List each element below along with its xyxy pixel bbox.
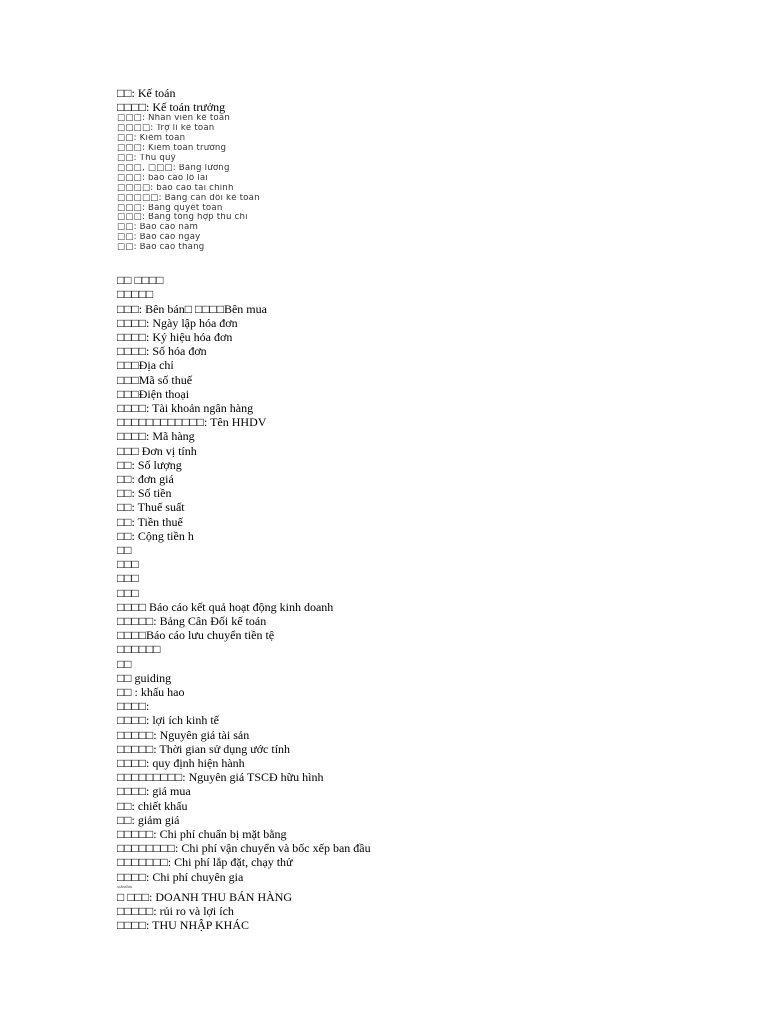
glossary-line: □□□□: Chi phí chuyên gia bbox=[117, 869, 244, 884]
glossary-line: □□: Thủ quỹ bbox=[117, 154, 176, 164]
glossary-line: xiānshìu bbox=[117, 883, 133, 889]
glossary-line: □□□□□: rủi ro và lợi ích bbox=[117, 904, 234, 919]
glossary-line: □□: Số lượng bbox=[117, 457, 182, 472]
glossary-line: □□□□□: Chi phí chuẩn bị mặt bằng bbox=[117, 827, 287, 842]
glossary-line: □□□□□□□: Chi phí lắp đặt, chạy thử bbox=[117, 855, 293, 870]
glossary-line: □□□: Bên bán□ □□□□Bên mua bbox=[117, 301, 267, 316]
glossary-line: □□ bbox=[117, 542, 132, 557]
glossary-line: □ □□□: DOANH THU BÁN HÀNG bbox=[117, 889, 293, 904]
glossary-line: □□ guiding bbox=[117, 670, 172, 685]
glossary-line: □□ □□□□ bbox=[117, 273, 164, 288]
glossary-line: □□□□□□ bbox=[117, 642, 161, 657]
glossary-line: □□□□Báo cáo lưu chuyển tiền tệ bbox=[117, 628, 275, 643]
glossary-line: □□: Báo cáo tháng bbox=[117, 243, 205, 253]
glossary-line: □□□□: lợi ích kinh tế bbox=[117, 713, 219, 728]
glossary-line: □□□: báo cáo lỗ lãi bbox=[117, 173, 208, 183]
glossary-line: □□□□□: Bảng cân đối kế toán bbox=[117, 193, 260, 203]
glossary-line: □□: Cộng tiền h bbox=[117, 528, 194, 543]
glossary-line: □□□□: Số hóa đơn bbox=[117, 344, 207, 359]
glossary-line: □□□□: báo cáo tài chính bbox=[117, 183, 234, 193]
glossary-line: □□□ bbox=[117, 585, 139, 600]
glossary-line: □□: giảm giá bbox=[117, 812, 180, 827]
glossary-line: □□□□: Ngày lập hóa đơn bbox=[117, 315, 238, 330]
glossary-line: □□ : khấu hao bbox=[117, 684, 185, 699]
glossary-line: □□: Báo cáo ngày bbox=[117, 233, 201, 243]
glossary-line: □□□□: quy định hiện hành bbox=[117, 756, 245, 770]
glossary-line: □□: Kiểm toán bbox=[117, 134, 186, 144]
glossary-line: □□□□: giá mua bbox=[117, 784, 191, 799]
glossary-line: □□□□□: Nguyên giá tài sản bbox=[117, 727, 250, 742]
glossary-line: □□□: Bảng quyết toán bbox=[117, 203, 223, 213]
glossary-line: □□□ bbox=[117, 571, 139, 586]
glossary-line: □□□Địa chỉ bbox=[117, 358, 174, 373]
glossary-line: □□□□: THU NHẬP KHÁC bbox=[117, 918, 249, 933]
glossary-line: □□: Thuế suất bbox=[117, 500, 185, 515]
glossary-line: □□□□: Kế toán trưởng bbox=[117, 100, 226, 115]
glossary-line: □□□: Bảng tổng hợp thu chi bbox=[117, 213, 248, 223]
glossary-line: □□□□□ bbox=[117, 287, 154, 302]
glossary-line: □□□ Đơn vị tính bbox=[117, 443, 197, 458]
glossary-line: □□: Số tiền bbox=[117, 486, 172, 501]
glossary-line: □□□Mã số thuế bbox=[117, 372, 193, 387]
glossary-line: □□□□ Báo cáo kết quả hoạt động kinh doanh bbox=[117, 599, 334, 614]
glossary-line: □□: Tiền thuế bbox=[117, 514, 183, 529]
document-page bbox=[117, 86, 737, 932]
glossary-line: □□□□□□□□□□□□: Tên HHDV bbox=[117, 415, 267, 430]
glossary-line: □□: Kế toán bbox=[117, 86, 176, 100]
glossary-line: □□□□: Tài khoản ngân hàng bbox=[117, 400, 254, 415]
section-gap bbox=[117, 253, 737, 273]
glossary-line: □□: Báo cáo năm bbox=[117, 223, 199, 233]
glossary-line: □□□□□: Thời gian sử dụng ước tính bbox=[117, 741, 291, 756]
glossary-line: □□□: Nhân viên kế toán bbox=[117, 114, 230, 124]
glossary-block-2 bbox=[117, 273, 737, 932]
glossary-line: □□: đơn giá bbox=[117, 471, 174, 486]
glossary-line: □□: chiết khấu bbox=[117, 798, 188, 813]
glossary-line: □□□□□: Bảng Cân Đối kế toán bbox=[117, 613, 267, 628]
glossary-line: □□□, □□□: Bảng lương bbox=[117, 163, 230, 173]
glossary-line: □□□ bbox=[117, 557, 139, 572]
glossary-line: □□□□: bbox=[117, 699, 150, 714]
glossary-line: □□□□□□□□: Chi phí vận chuyển và bốc xếp ban đầu bbox=[117, 841, 371, 856]
glossary-line: □□□Điện thoại bbox=[117, 386, 190, 401]
glossary-line: □□□□: Mã hàng bbox=[117, 429, 195, 444]
glossary-line: □□□□: Trợ lí kế toán bbox=[117, 124, 215, 134]
glossary-line: □□□□□□□□□: Nguyên giá TSCĐ hữu hình bbox=[117, 770, 324, 785]
glossary-line: □□ bbox=[117, 656, 132, 671]
glossary-line: □□□: Kiểm toán trưởng bbox=[117, 144, 227, 154]
glossary-line: □□□□: Ký hiệu hóa đơn bbox=[117, 329, 233, 344]
glossary-block-1 bbox=[117, 86, 737, 253]
